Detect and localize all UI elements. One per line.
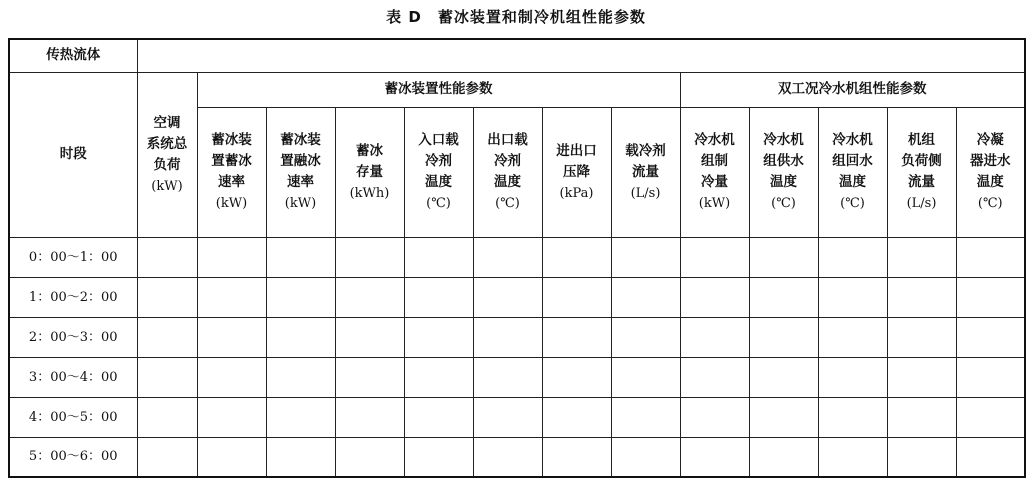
data-cell[interactable] xyxy=(956,397,1025,437)
data-cell[interactable] xyxy=(680,317,749,357)
data-cell[interactable] xyxy=(818,397,887,437)
data-cell[interactable] xyxy=(197,437,266,477)
data-cell[interactable] xyxy=(197,317,266,357)
data-cell[interactable] xyxy=(956,357,1025,397)
column-label-line: 机组 xyxy=(908,132,935,148)
group-header-row xyxy=(9,72,1025,107)
ice-column-header xyxy=(335,107,404,237)
data-cell[interactable] xyxy=(266,357,335,397)
data-cell[interactable] xyxy=(611,357,680,397)
data-cell[interactable] xyxy=(335,237,404,277)
data-cell[interactable] xyxy=(818,357,887,397)
period-header: 时段 xyxy=(9,72,137,237)
data-cell[interactable] xyxy=(680,237,749,277)
data-cell[interactable] xyxy=(335,437,404,477)
data-cell[interactable] xyxy=(818,437,887,477)
table-row xyxy=(9,237,1025,277)
data-cell[interactable] xyxy=(137,277,197,317)
column-label-line: 置融冰 xyxy=(280,153,321,169)
data-cell[interactable] xyxy=(404,237,473,277)
ice-column-header xyxy=(611,107,680,237)
ice-column-header xyxy=(404,107,473,237)
data-cell[interactable] xyxy=(887,357,956,397)
table-title: 表 D 蓄冰装置和制冷机组性能参数 xyxy=(386,8,646,26)
data-cell[interactable] xyxy=(956,317,1025,357)
column-unit: (kPa) xyxy=(559,185,594,201)
data-cell[interactable] xyxy=(542,437,611,477)
ice-column-header xyxy=(542,107,611,237)
data-cell[interactable] xyxy=(611,237,680,277)
data-cell[interactable] xyxy=(542,277,611,317)
column-label-line: 存量 xyxy=(356,163,383,180)
data-cell[interactable] xyxy=(887,277,956,317)
data-cell[interactable] xyxy=(818,317,887,357)
data-cell[interactable] xyxy=(956,437,1025,477)
column-label-line: 冷剂 xyxy=(425,153,452,169)
data-cell[interactable] xyxy=(335,397,404,437)
data-cell[interactable] xyxy=(404,437,473,477)
table-row xyxy=(9,317,1025,357)
data-cell[interactable] xyxy=(749,397,818,437)
data-cell[interactable] xyxy=(137,437,197,477)
data-cell[interactable] xyxy=(749,357,818,397)
column-unit: (℃) xyxy=(840,196,865,211)
table-row xyxy=(9,437,1025,477)
column-label-line: 进出口 xyxy=(556,142,597,159)
time-period-cell: 4：00～5：00 xyxy=(9,397,137,437)
column-label-line: 压降 xyxy=(563,163,590,180)
column-label-line: 冷凝 xyxy=(976,132,1004,148)
data-cell[interactable] xyxy=(887,397,956,437)
column-label-line: 蓄冰装 xyxy=(280,132,321,148)
column-label-line: 温度 xyxy=(494,174,521,190)
data-cell[interactable] xyxy=(197,277,266,317)
chiller-column-header xyxy=(956,107,1025,237)
chiller-column-header xyxy=(887,107,956,237)
column-label-line: 入口载 xyxy=(418,132,459,148)
table-row xyxy=(9,397,1025,437)
data-cell[interactable] xyxy=(749,237,818,277)
column-label-line: 蓄冰装 xyxy=(211,132,252,148)
column-label-line: 速率 xyxy=(287,174,314,190)
medium-label: 传热流体 xyxy=(9,39,137,72)
column-label-line: 流量 xyxy=(908,174,935,190)
data-cell[interactable] xyxy=(266,317,335,357)
data-cell[interactable] xyxy=(542,397,611,437)
data-cell[interactable] xyxy=(542,237,611,277)
medium-row xyxy=(9,39,1025,72)
data-cell[interactable] xyxy=(749,317,818,357)
data-cell[interactable] xyxy=(680,437,749,477)
column-label-line: 系统总 xyxy=(146,135,188,152)
table-row xyxy=(9,277,1025,317)
data-cell[interactable] xyxy=(404,317,473,357)
ice-column-header xyxy=(266,107,335,237)
data-cell[interactable] xyxy=(266,397,335,437)
column-label-line: 器进水 xyxy=(970,153,1011,169)
data-cell[interactable] xyxy=(335,357,404,397)
column-label-line: 冷量 xyxy=(701,174,728,190)
data-cell[interactable] xyxy=(137,317,197,357)
column-label-line: 温度 xyxy=(770,174,797,190)
chiller-column-header xyxy=(818,107,887,237)
chiller-column-header xyxy=(680,107,749,237)
column-label-line: 温度 xyxy=(425,174,452,190)
column-label-line: 冷剂 xyxy=(494,153,521,169)
column-label-line: 组制 xyxy=(701,153,728,169)
data-cell[interactable] xyxy=(542,357,611,397)
data-cell[interactable] xyxy=(680,277,749,317)
data-cell[interactable] xyxy=(680,357,749,397)
data-cell[interactable] xyxy=(473,397,542,437)
column-label-line: 负荷 xyxy=(153,156,181,173)
ice-group-header: 蓄冰装置性能参数 xyxy=(197,72,680,107)
data-cell[interactable] xyxy=(611,277,680,317)
data-cell[interactable] xyxy=(611,317,680,357)
data-cell[interactable] xyxy=(680,397,749,437)
data-cell[interactable] xyxy=(542,317,611,357)
data-cell[interactable] xyxy=(887,317,956,357)
time-period-cell: 1：00～2：00 xyxy=(9,277,137,317)
performance-table xyxy=(8,38,1026,478)
ice-column-header xyxy=(473,107,542,237)
time-period-cell: 5：00～6：00 xyxy=(9,437,137,477)
data-cell[interactable] xyxy=(611,397,680,437)
column-unit: (℃) xyxy=(977,196,1003,211)
data-cell[interactable] xyxy=(335,277,404,317)
data-cell[interactable] xyxy=(266,437,335,477)
column-unit: (℃) xyxy=(426,196,451,211)
data-cell[interactable] xyxy=(137,397,197,437)
time-period-cell: 3：00～4：00 xyxy=(9,357,137,397)
column-label-line: 流量 xyxy=(632,163,659,180)
column-label-line: 载冷剂 xyxy=(625,142,666,159)
time-period-cell: 0：00～1：00 xyxy=(9,237,137,277)
column-label-line: 冷水机 xyxy=(763,132,804,148)
column-label-line: 冷水机 xyxy=(832,132,873,148)
column-label-line: 置蓄冰 xyxy=(211,153,252,169)
data-cell[interactable] xyxy=(137,357,197,397)
data-cell[interactable] xyxy=(197,397,266,437)
column-label-line: 速率 xyxy=(218,174,245,190)
data-cell[interactable] xyxy=(473,357,542,397)
ice-column-header xyxy=(197,107,266,237)
chiller-group-header: 双工况冷水机组性能参数 xyxy=(680,72,1025,107)
data-cell[interactable] xyxy=(266,237,335,277)
column-unit: (kW) xyxy=(215,196,248,211)
data-cell[interactable] xyxy=(611,437,680,477)
data-cell[interactable] xyxy=(749,277,818,317)
data-cell[interactable] xyxy=(197,237,266,277)
column-label-line: 空调 xyxy=(153,114,181,131)
data-cell[interactable] xyxy=(404,357,473,397)
data-cell[interactable] xyxy=(818,277,887,317)
column-unit: (kW) xyxy=(284,196,317,211)
column-label-line: 出口载 xyxy=(487,132,528,148)
data-cell[interactable] xyxy=(887,237,956,277)
column-unit: (℃) xyxy=(495,196,520,211)
data-cell[interactable] xyxy=(404,397,473,437)
data-cell[interactable] xyxy=(137,237,197,277)
data-cell[interactable] xyxy=(818,237,887,277)
table-row xyxy=(9,357,1025,397)
data-cell[interactable] xyxy=(473,317,542,357)
data-cell[interactable] xyxy=(473,237,542,277)
column-label-line: 冷水机 xyxy=(694,132,735,148)
data-cell[interactable] xyxy=(887,437,956,477)
data-cell[interactable] xyxy=(956,277,1025,317)
column-label-line: 组回水 xyxy=(832,153,873,169)
column-unit: (kW) xyxy=(698,196,731,211)
data-cell[interactable] xyxy=(473,277,542,317)
column-label-line: 蓄冰 xyxy=(356,142,383,159)
column-label-line: 温度 xyxy=(839,174,866,190)
column-label-line: 温度 xyxy=(976,174,1004,190)
total-load-header xyxy=(137,72,197,237)
column-label-line: 组供水 xyxy=(763,153,804,169)
data-cell[interactable] xyxy=(956,237,1025,277)
medium-value-cell[interactable] xyxy=(137,39,1025,72)
column-unit: (kW) xyxy=(151,178,183,194)
data-cell[interactable] xyxy=(404,277,473,317)
time-period-cell: 2：00～3：00 xyxy=(9,317,137,357)
column-label-line: 负荷侧 xyxy=(901,153,942,169)
column-unit: (kWh) xyxy=(349,185,390,201)
column-unit: (L/s) xyxy=(630,185,661,201)
data-cell[interactable] xyxy=(749,437,818,477)
column-unit: (℃) xyxy=(771,196,796,211)
data-cell[interactable] xyxy=(266,277,335,317)
chiller-column-header xyxy=(749,107,818,237)
data-cell[interactable] xyxy=(197,357,266,397)
data-cell[interactable] xyxy=(335,317,404,357)
data-cell[interactable] xyxy=(473,437,542,477)
column-unit: (L/s) xyxy=(906,196,937,211)
